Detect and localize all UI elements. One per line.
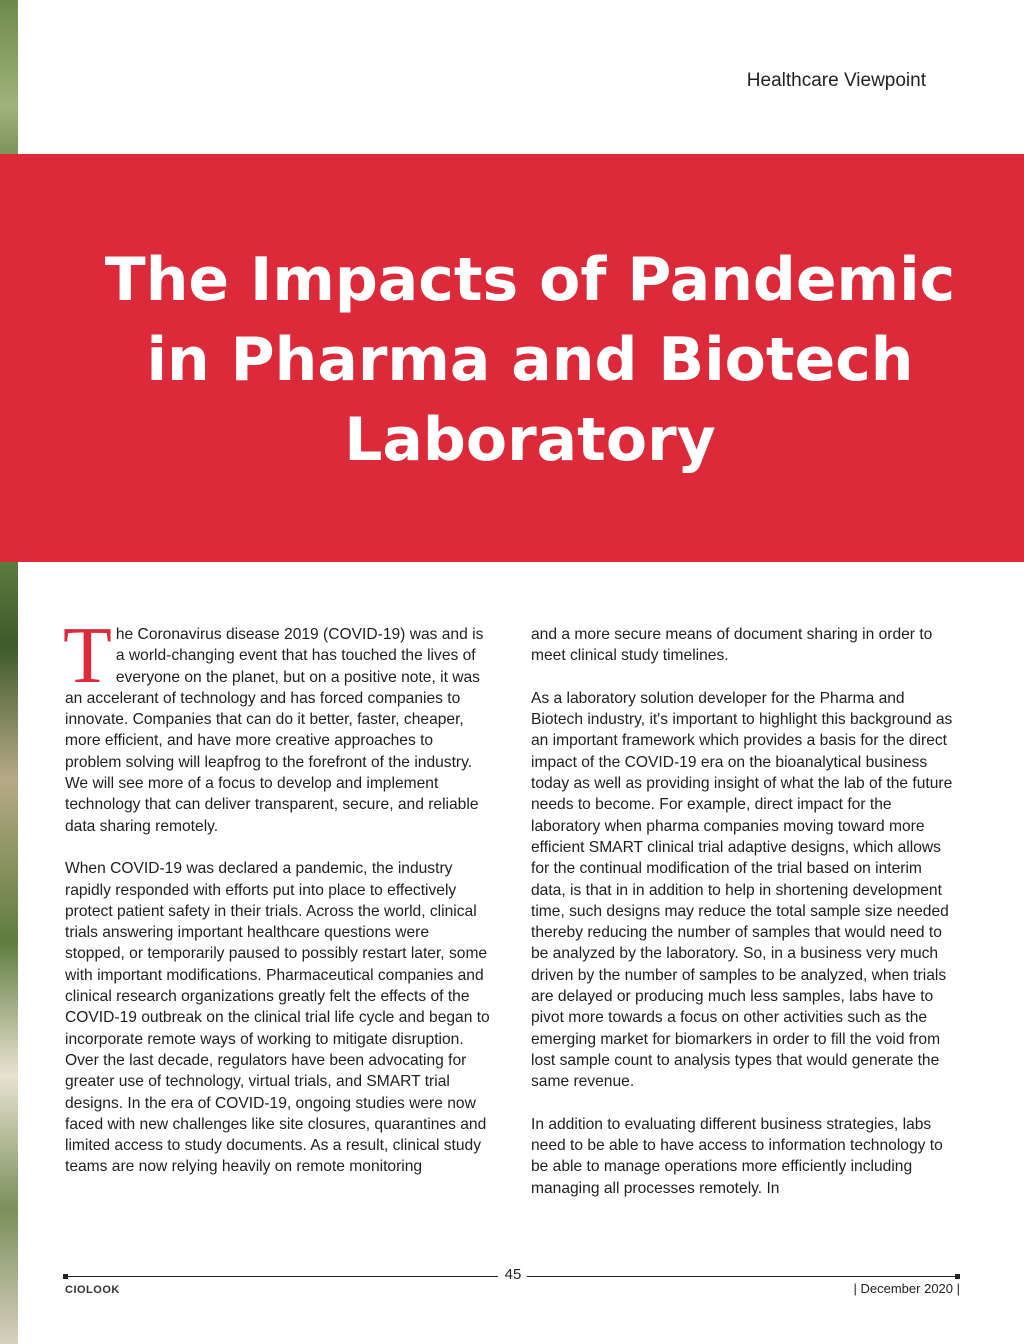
issue-date: | December 2020 | xyxy=(853,1281,960,1296)
paragraph: When COVID-19 was declared a pandemic, the industry rapidly responded with efforts put into place to effectively protect patient safety in their trials. Across the world, clinical trials answering important healthcare questions were stopped, or temporarily paused to possibly restart later, some with important modifications. Pharmaceutical companies and clinical research organizations greatly felt the effects of the COVID-19 outbreak on the clinical trial life cycle and began to incorporate remote ways of working to mitigate disruption. Over the last decade, regulators have been advocating for greater use of technology, virtual trials, and SMART trial designs. In the era of COVID-19, ongoing studies were now faced with new challenges like site closures, quarantines and limited access to study documents. As a result, clinical study teams are now relying heavily on remote monitoring xyxy=(65,860,490,1176)
paragraph: and a more secure means of document sharing in order to meet clinical study timelines. xyxy=(531,626,933,665)
paragraph-text: he Coronavirus disease 2019 (COVID-19) was and is a world-changing event that has touched the lives of everyone on the planet, but on a positive note, it was an accelerant of technology and has forced companies to innovate. Companies that can do it better, faster, cheaper, more efficient, and have more creative approaches to problem solving will leapfrog to the forefront of the industry. We will see more of a focus to develop and implement technology that can deliver transparent, secure, and reliable data sharing remotely. xyxy=(65,626,484,835)
drop-cap: T xyxy=(63,612,112,700)
article-column-left xyxy=(63,612,490,1199)
paragraph: As a laboratory solution developer for the Pharma and Biotech industry, it's important to highlight this background as an important framework which provides a basis for the direct impact of the COVID-19 era on the bioanalytical business today as well as providing insight of what the lab of the future needs to become. For example, direct impact for the laboratory when pharma companies moving toward more efficient SMART clinical trial adaptive designs, which allows for the continual modification of the trial based on interim data, is that in in addition to help in shortening development time, such designs may reduce the total sample size needed thereby reducing the number of samples that would need to be analyzed by the laboratory. So, in a business very much driven by the number of samples to be analyzed, when trials are delayed or producing much less samples, labs have to pivot more towards a focus on other activities such as the emerging market for biomarkers in order to fill the void from lost sample count to analysis types that would generate the same revenue. xyxy=(531,689,953,1091)
title-line: Laboratory xyxy=(344,405,716,475)
title-line: The Impacts of Pandemic xyxy=(104,245,956,315)
footer-rule-endpoint xyxy=(955,1274,960,1279)
article-column-right xyxy=(531,624,956,1220)
section-label: Healthcare Viewpoint xyxy=(746,70,926,91)
article-title xyxy=(60,240,1000,480)
page-number: 45 xyxy=(504,1266,522,1283)
footer-rule xyxy=(527,1276,957,1277)
paragraph xyxy=(63,612,490,837)
magazine-logo: CIOLOOK xyxy=(65,1284,120,1296)
title-line: in Pharma and Biotech xyxy=(146,325,914,395)
paragraph: In addition to evaluating different business strategies, labs need to be able to have access to information technology to be able to manage operations more efficiently including managing all processes remotely. In xyxy=(531,1115,943,1197)
footer-rule xyxy=(65,1276,498,1277)
